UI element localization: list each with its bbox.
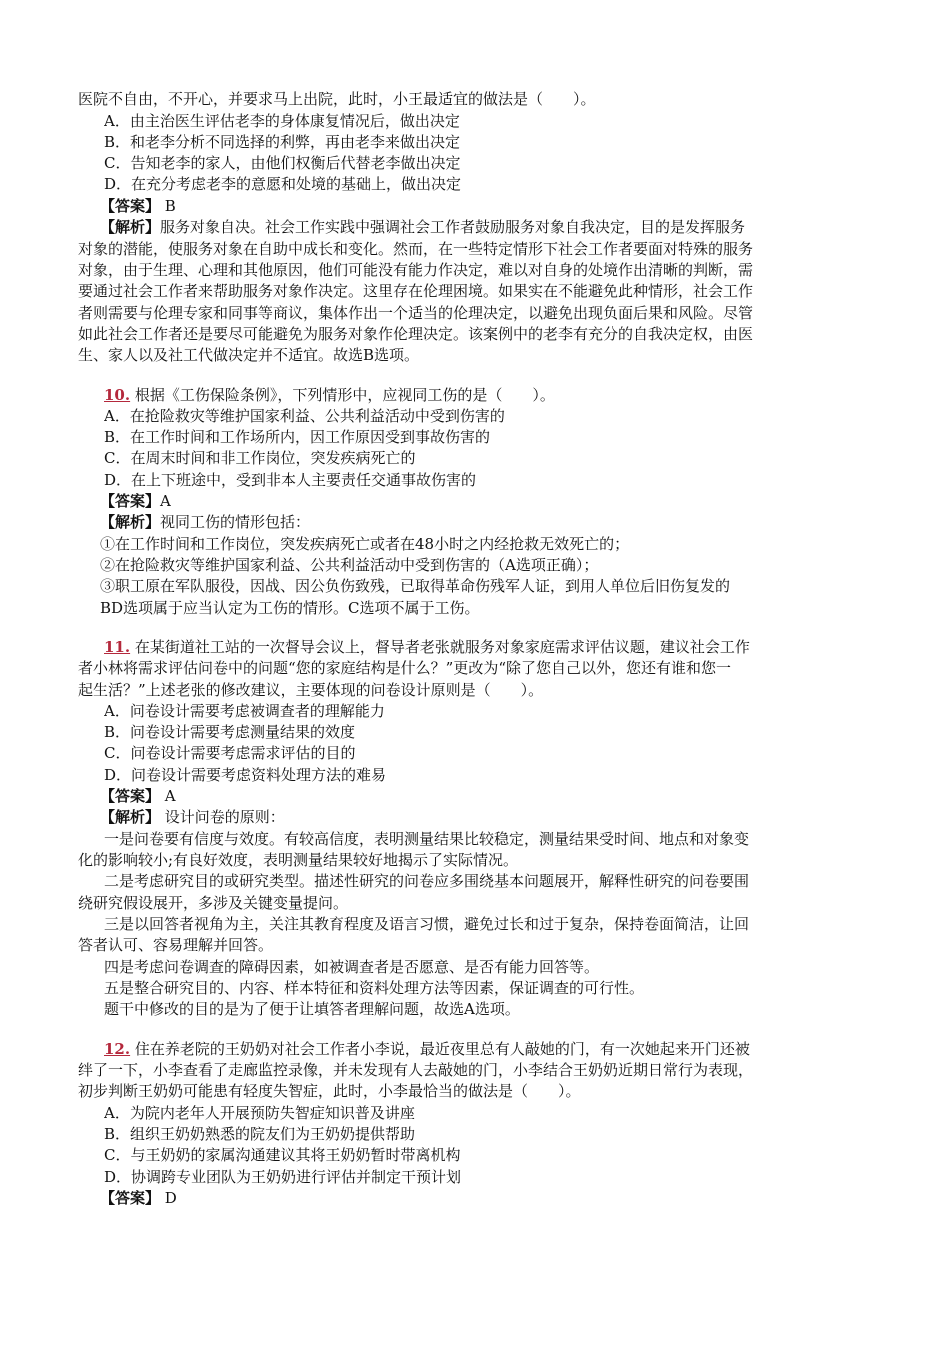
q12-option-b: B．组织王奶奶熟悉的院友们为王奶奶提供帮助 bbox=[104, 1125, 416, 1143]
q9-answer bbox=[100, 196, 900, 217]
answer-label: 【答案】 bbox=[100, 787, 161, 805]
q9-option-a: A．由主治医生评估老李的身体康复情况后，做出决定 bbox=[104, 112, 460, 130]
q11-analysis-line: 五是整合研究目的、内容、样本特征和资料处理方法等因素，保证调查的可行性。 bbox=[104, 979, 645, 997]
q10-option-d: D．在上下班途中，受到非本人主要责任交通事故伤害的 bbox=[104, 471, 477, 489]
q9-analysis-line: 对象的潜能，使服务对象在自助中成长和变化。然而，在一些特定情形下社会工作者要面对特殊的服务 bbox=[78, 240, 754, 258]
q9-analysis-line: 如此社会工作者还是要尽可能避免为服务对象作伦理决定。该案例中的老李有充分的自我决定权，由医 bbox=[78, 325, 754, 343]
q10-answer bbox=[100, 491, 900, 512]
q10-option-a: A．在抢险救灾等维护国家利益、公共利益活动中受到伤害的 bbox=[104, 407, 505, 425]
q11-stem-line: 者小林将需求评估问卷中的问题“您的家庭结构是什么？”更改为“除了您自己以外，您还有谁和您一 bbox=[78, 659, 732, 677]
answer-label: 【答案】 bbox=[100, 1189, 161, 1207]
q12-option-d: D．协调跨专业团队为王奶奶进行评估并制定干预计划 bbox=[104, 1168, 462, 1186]
q9-stem: 医院不自由，不开心，并要求马上出院，此时，小王最适宜的做法是（ ）。 bbox=[78, 90, 596, 108]
question-number: 12. bbox=[104, 1040, 131, 1058]
q12-stem-line: 初步判断王奶奶可能患有轻度失智症，此时，小李最恰当的做法是（ ）。 bbox=[78, 1082, 581, 1100]
q11-analysis-line: 绕研究假设展开，多涉及关键变量提问。 bbox=[78, 894, 349, 912]
answer-label: 【答案】 bbox=[100, 197, 161, 215]
q10-analysis-line: ①在工作时间和工作岗位，突发疾病死亡或者在48小时之内经抢救无效死亡的； bbox=[100, 535, 630, 553]
analysis-text: 视同工伤的情形包括： bbox=[160, 513, 311, 531]
q11-analysis-line: 题干中修改的目的是为了便于让填答者理解问题，故选A选项。 bbox=[104, 1000, 520, 1018]
q12-answer bbox=[100, 1188, 900, 1209]
q9-analysis-line: 要通过社会工作者来帮助服务对象作决定。这里存在伦理困境。如果实在不能避免此种情形，社会工作 bbox=[78, 282, 754, 300]
q10-option-c: C．在周末时间和非工作岗位，突发疾病死亡的 bbox=[104, 449, 416, 467]
answer-value: A bbox=[160, 787, 176, 805]
q11-analysis-line: 四是考虑问卷调查的障碍因素，如被调查者是否愿意、是否有能力回答等。 bbox=[104, 958, 600, 976]
q11-stem-first-line bbox=[104, 637, 904, 658]
q11-analysis-line: 三是以回答者视角为主，关注其教育程度及语言习惯，避免过长和过于复杂，保持卷面简洁，让回 bbox=[104, 915, 750, 933]
question-text: 根据《工伤保险条例》，下列情形中，应视同工伤的是（ ）。 bbox=[134, 386, 555, 404]
q9-analysis-first-line bbox=[100, 217, 900, 238]
q9-analysis-line: 对象，由于生理、心理和其他原因，他们可能没有能力作决定，难以对自身的处境作出清晰的判断，需 bbox=[78, 261, 754, 279]
q11-option-a: A．问卷设计需要考虑被调查者的理解能力 bbox=[104, 702, 385, 720]
q10-analysis-line: ②在抢险救灾等维护国家利益、公共利益活动中受到伤害的（A选项正确）； bbox=[100, 556, 599, 574]
q12-option-c: C．与王奶奶的家属沟通建议其将王奶奶暂时带离机构 bbox=[104, 1146, 461, 1164]
analysis-label: 【解析】 bbox=[100, 808, 161, 826]
analysis-label: 【解析】 bbox=[100, 513, 161, 531]
q12-stem-line: 绊了一下，小李查看了走廊监控录像，并未发现有人去敲她的门，小李结合王奶奶近期日常行为表现， bbox=[78, 1061, 754, 1079]
q10-analysis-intro bbox=[100, 512, 900, 533]
q10-analysis-line: BD选项属于应当认定为工伤的情形。C选项不属于工伤。 bbox=[100, 599, 480, 617]
question-text: 在某街道社工站的一次督导会议上，督导者老张就服务对象家庭需求评估议题，建议社会工作 bbox=[134, 638, 750, 656]
q11-analysis-intro bbox=[100, 807, 900, 828]
question-text: 住在养老院的王奶奶对社会工作者小李说，最近夜里总有人敲她的门，有一次她起来开门还被 bbox=[134, 1040, 750, 1058]
q9-option-b: B．和老李分析不同选择的利弊，再由老李来做出决定 bbox=[104, 133, 461, 151]
answer-value: B bbox=[160, 197, 176, 215]
q11-analysis-line: 二是考虑研究目的或研究类型。描述性研究的问卷应多围绕基本问题展开，解释性研究的问卷要围 bbox=[104, 872, 750, 890]
q11-option-d: D．问卷设计需要考虑资料处理方法的难易 bbox=[104, 766, 387, 784]
q9-analysis-line: 者则需要与伦理专家和同事等商议，集体作出一个适当的伦理决定，以避免出现负面后果和风险。尽管 bbox=[78, 304, 754, 322]
analysis-text: 服务对象自决。社会工作实践中强调社会工作者鼓励服务对象自我决定，目的是发挥服务 bbox=[160, 218, 746, 236]
q11-answer bbox=[100, 786, 900, 807]
answer-label: 【答案】 bbox=[100, 492, 161, 510]
q9-option-c: C．告知老李的家人，由他们权衡后代替老李做出决定 bbox=[104, 154, 461, 172]
answer-value: A bbox=[160, 492, 171, 510]
answer-value: D bbox=[160, 1189, 177, 1207]
q10-stem bbox=[104, 385, 904, 406]
q12-option-a: A．为院内老年人开展预防失智症知识普及讲座 bbox=[104, 1104, 415, 1122]
q10-analysis-line: ③职工原在军队服役，因战、因公负伤致残，已取得革命伤残军人证，到用人单位后旧伤复发的 bbox=[100, 577, 731, 595]
q11-stem-line: 起生活？”上述老张的修改建议，主要体现的问卷设计原则是（ ）。 bbox=[78, 681, 544, 699]
q11-analysis-line: 答者认可、容易理解并回答。 bbox=[78, 936, 274, 954]
q11-option-c: C．问卷设计需要考虑需求评估的目的 bbox=[104, 744, 356, 762]
q11-analysis-line: 化的影响较小;有良好效度，表明测量结果较好地揭示了实际情况。 bbox=[78, 851, 519, 869]
analysis-text: 设计问卷的原则： bbox=[160, 808, 285, 826]
q12-stem-first-line bbox=[104, 1039, 904, 1060]
q9-option-d: D．在充分考虑老李的意愿和处境的基础上，做出决定 bbox=[104, 175, 462, 193]
q10-option-b: B．在工作时间和工作场所内，因工作原因受到事故伤害的 bbox=[104, 428, 491, 446]
question-number: 10. bbox=[104, 386, 131, 404]
analysis-label: 【解析】 bbox=[100, 218, 161, 236]
q9-analysis-line: 生、家人以及社工代做决定并不适宜。故选B选项。 bbox=[78, 346, 420, 364]
q11-option-b: B．问卷设计需要考虑测量结果的效度 bbox=[104, 723, 356, 741]
q11-analysis-line: 一是问卷要有信度与效度。有较高信度，表明测量结果比较稳定，测量结果受时间、地点和对象变 bbox=[104, 830, 750, 848]
question-number: 11. bbox=[104, 638, 131, 656]
